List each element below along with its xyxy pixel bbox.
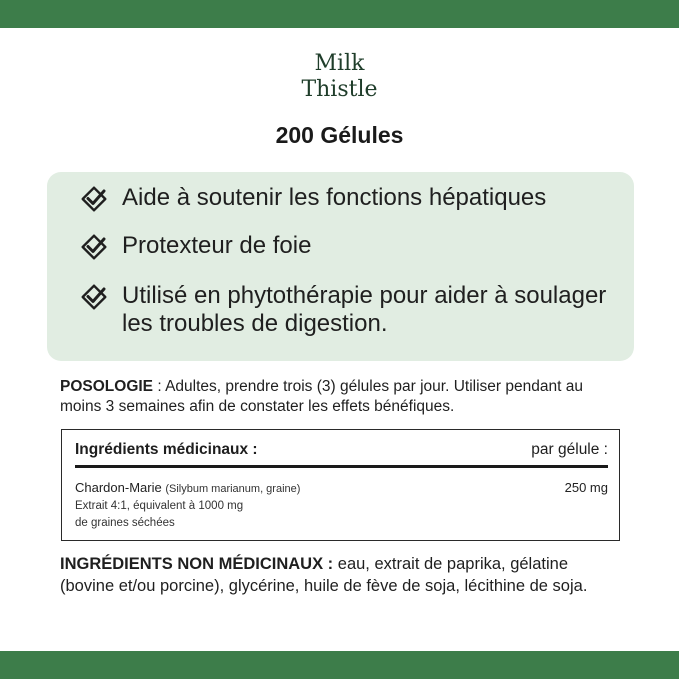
benefit-text: Utilisé en phytothérapie pour aider à soulager les troubles de digestion. bbox=[122, 282, 607, 337]
check-diamond-icon bbox=[80, 185, 108, 213]
ingredient-detail-line-2: de graines séchées bbox=[75, 517, 175, 529]
ingredient-dose: 250 mg bbox=[564, 480, 608, 495]
benefit-text: Aide à soutenir les fonctions hépatiques bbox=[122, 184, 547, 211]
non-medicinal-ingredients bbox=[60, 553, 625, 597]
table-header-per-capsule: par gélule : bbox=[531, 441, 608, 458]
benefit-item bbox=[80, 282, 622, 338]
top-green-band bbox=[0, 0, 679, 28]
ingredient-latin-name: (Silybum marianum, graine) bbox=[165, 483, 301, 495]
ingredient-name bbox=[75, 480, 300, 495]
dosage-text bbox=[60, 377, 620, 417]
product-name-line-1: Milk bbox=[314, 51, 365, 76]
ingredient-detail-line-1: Extrait 4:1, équivalent à 1000 mg bbox=[75, 500, 244, 512]
dosage-instructions: : Adultes, prendre trois (3) gélules par jour. Utiliser pendant au moins 3 semaines afin de constater les effets bénéfiques. bbox=[60, 378, 583, 415]
dosage-label: POSOLOGIE bbox=[60, 378, 154, 395]
table-divider bbox=[75, 465, 608, 468]
check-diamond-icon bbox=[80, 233, 108, 261]
non-medicinal-list: eau, extrait de paprika, gélatine (bovine et/ou porcine), glycérine, huile de fève de soja, lécithine de soja. bbox=[60, 555, 588, 595]
bottom-green-band bbox=[0, 651, 679, 679]
benefit-item bbox=[80, 232, 622, 261]
table-header-ingredients: Ingrédients médicinaux : bbox=[75, 441, 258, 458]
benefit-text: Protexteur de foie bbox=[122, 232, 312, 259]
capsule-count: 200 Gélules bbox=[275, 122, 404, 148]
medicinal-ingredients-table bbox=[61, 429, 620, 541]
non-medicinal-label: INGRÉDIENTS NON MÉDICINAUX : bbox=[60, 555, 334, 573]
product-name bbox=[0, 51, 679, 103]
ingredient-detail bbox=[75, 498, 335, 532]
benefit-item bbox=[80, 184, 622, 213]
ingredient-common-name: Chardon-Marie bbox=[75, 480, 162, 495]
check-diamond-icon bbox=[80, 283, 108, 311]
benefits-panel bbox=[47, 172, 634, 361]
product-name-line-2: Thistle bbox=[301, 77, 378, 102]
